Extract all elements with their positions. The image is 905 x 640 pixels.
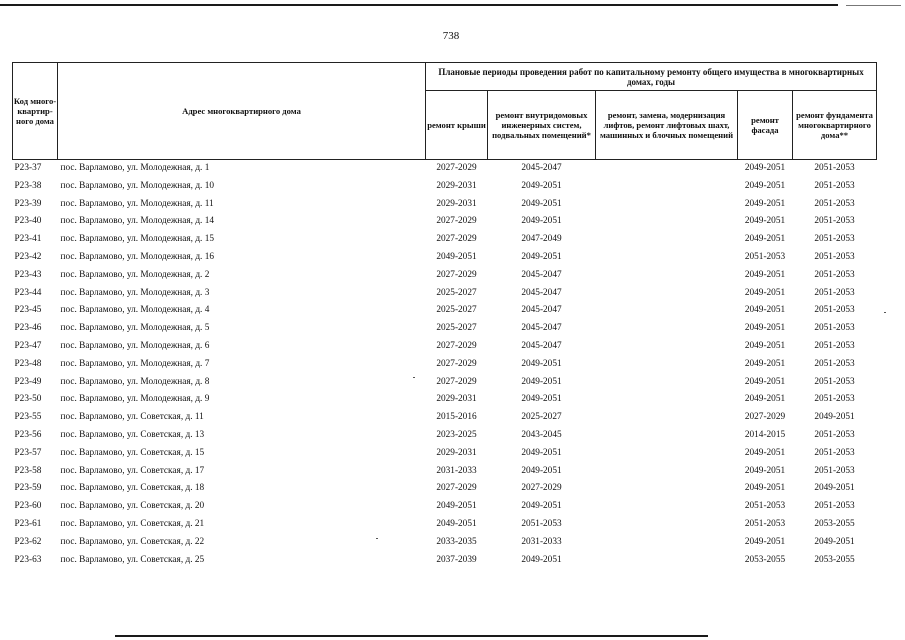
cell-address: пос. Варламово, ул. Молодежная, д. 5 (60, 323, 210, 334)
cell-foundation: 2051-2053 (814, 216, 855, 227)
cell-elevators (596, 213, 738, 231)
table-row (13, 320, 877, 338)
cell-facade: 2049-2051 (744, 198, 786, 209)
cell-elevators (596, 267, 738, 285)
cell-foundation: 2051-2053 (814, 305, 855, 316)
cell-engineering: 2027-2029 (521, 483, 562, 494)
cell-facade: 2049-2051 (744, 180, 786, 191)
cell-facade: 2053-2055 (744, 554, 786, 565)
cell-roof: 2025-2027 (436, 323, 477, 334)
header-row-group (13, 63, 877, 91)
header-foundation: ремонт фундамента многоквартирного дома** (793, 91, 877, 160)
cell-facade: 2049-2051 (744, 465, 786, 476)
cell-roof: 2029-2031 (436, 198, 477, 209)
cell-facade: 2049-2051 (744, 483, 786, 494)
cell-foundation: 2049-2051 (814, 536, 855, 547)
cell-facade: 2027-2029 (744, 412, 786, 423)
cell-address: пос. Варламово, ул. Советская, д. 15 (60, 447, 205, 458)
cell-foundation: 2051-2053 (814, 269, 855, 280)
cell-address: пос. Варламово, ул. Советская, д. 20 (60, 501, 205, 512)
cell-foundation: 2051-2053 (814, 376, 855, 387)
cell-code: Р23-62 (14, 536, 42, 547)
cell-engineering: 2045-2047 (521, 340, 562, 351)
cell-code: Р23-42 (14, 251, 42, 262)
cell-elevators (596, 374, 738, 392)
cell-code: Р23-43 (14, 269, 42, 280)
cell-roof: 2033-2035 (436, 536, 477, 547)
cell-roof: 2015-2016 (436, 412, 477, 423)
page-number: 738 (442, 30, 460, 42)
cell-address: пос. Варламово, ул. Молодежная, д. 14 (60, 216, 214, 227)
cell-foundation: 2051-2053 (814, 465, 855, 476)
cell-code: Р23-37 (14, 163, 42, 173)
cell-roof: 2027-2029 (436, 358, 477, 369)
header-facade: ремонт фасада (738, 91, 793, 160)
cell-elevators (596, 196, 738, 214)
cell-roof: 2027-2029 (436, 340, 477, 351)
cell-elevators (596, 552, 738, 570)
cell-roof: 2029-2031 (436, 180, 477, 191)
cell-address: пос. Варламово, ул. Советская, д. 21 (60, 518, 205, 529)
cell-facade: 2049-2051 (744, 234, 786, 245)
cell-facade: 2049-2051 (744, 216, 786, 227)
table-row (13, 516, 877, 534)
cell-engineering: 2049-2051 (521, 394, 562, 405)
cell-engineering: 2045-2047 (521, 305, 562, 316)
cell-facade: 2049-2051 (744, 340, 786, 351)
cell-address: пос. Варламово, ул. Молодежная, д. 3 (60, 287, 210, 298)
bottom-rule (115, 635, 708, 637)
cell-code: Р23-39 (14, 198, 42, 209)
top-rule-right (846, 5, 901, 6)
cell-elevators (596, 391, 738, 409)
cell-elevators (596, 409, 738, 427)
table-row (13, 374, 877, 392)
cell-roof: 2049-2051 (436, 501, 477, 512)
cell-foundation: 2049-2051 (814, 483, 855, 494)
cell-foundation: 2051-2053 (814, 251, 855, 262)
cell-elevators (596, 160, 738, 178)
table-row (13, 463, 877, 481)
cell-foundation: 2051-2053 (814, 180, 855, 191)
cell-code: Р23-38 (14, 180, 42, 191)
table-row (13, 213, 877, 231)
cell-code: Р23-41 (14, 234, 42, 245)
table-row (13, 196, 877, 214)
cell-elevators (596, 320, 738, 338)
cell-code: Р23-47 (14, 340, 42, 351)
cell-facade: 2051-2053 (744, 251, 786, 262)
cell-foundation: 2051-2053 (814, 323, 855, 334)
cell-facade: 2049-2051 (744, 305, 786, 316)
cell-elevators (596, 498, 738, 516)
header-roof: ремонт крыши (426, 91, 488, 160)
cell-code: Р23-58 (14, 465, 42, 476)
header-code: Код много-квартир-ного дома (13, 63, 58, 160)
cell-facade: 2049-2051 (744, 447, 786, 458)
cell-address: пос. Варламово, ул. Молодежная, д. 10 (60, 180, 214, 191)
cell-roof: 2037-2039 (436, 554, 477, 565)
cell-code: Р23-48 (14, 358, 42, 369)
cell-elevators (596, 178, 738, 196)
top-rule (0, 4, 838, 6)
cell-code: Р23-56 (14, 429, 42, 440)
table-row (13, 391, 877, 409)
cell-code: Р23-57 (14, 447, 42, 458)
header-elevators: ремонт, замена, модернизация лифтов, ремонт лифтовых шахт, машинных и блочных помещений (596, 91, 738, 160)
cell-address: пос. Варламово, ул. Молодежная, д. 15 (60, 234, 214, 245)
cell-foundation: 2049-2051 (814, 412, 855, 423)
cell-elevators (596, 356, 738, 374)
cell-engineering: 2049-2051 (521, 447, 562, 458)
cell-engineering: 2031-2033 (521, 536, 562, 547)
cell-foundation: 2051-2053 (814, 340, 855, 351)
cell-address: пос. Варламово, ул. Советская, д. 13 (60, 429, 205, 440)
cell-engineering: 2045-2047 (521, 323, 562, 334)
cell-engineering: 2045-2047 (521, 287, 562, 298)
cell-foundation: 2051-2053 (814, 358, 855, 369)
cell-facade: 2051-2053 (744, 501, 786, 512)
cell-engineering: 2049-2051 (521, 251, 562, 262)
cell-engineering: 2049-2051 (521, 180, 562, 191)
cell-code: Р23-44 (14, 287, 42, 298)
cell-engineering: 2049-2051 (521, 358, 562, 369)
table-header (13, 63, 877, 160)
cell-foundation: 2051-2053 (814, 394, 855, 405)
table-row (13, 480, 877, 498)
cell-engineering: 2049-2051 (521, 216, 562, 227)
cell-roof: 2023-2025 (436, 429, 477, 440)
table-row (13, 231, 877, 249)
table-row (13, 498, 877, 516)
cell-elevators (596, 338, 738, 356)
cell-code: Р23-49 (14, 376, 42, 387)
cell-address: пос. Варламово, ул. Советская, д. 22 (60, 536, 205, 547)
cell-elevators (596, 445, 738, 463)
cell-code: Р23-50 (14, 394, 42, 405)
table-row (13, 445, 877, 463)
cell-address: пос. Варламово, ул. Молодежная, д. 7 (60, 358, 210, 369)
cell-roof: 2027-2029 (436, 163, 477, 173)
cell-engineering: 2043-2045 (521, 429, 562, 440)
table-row (13, 302, 877, 320)
cell-engineering: 2049-2051 (521, 501, 562, 512)
table-row (13, 267, 877, 285)
table-row (13, 427, 877, 445)
cell-foundation: 2051-2053 (814, 429, 855, 440)
cell-code: Р23-40 (14, 216, 42, 227)
cell-elevators (596, 249, 738, 267)
cell-roof: 2029-2031 (436, 447, 477, 458)
cell-roof: 2031-2033 (436, 465, 477, 476)
cell-foundation: 2053-2055 (814, 518, 855, 529)
cell-roof: 2027-2029 (436, 269, 477, 280)
cell-address: пос. Варламово, ул. Молодежная, д. 6 (60, 340, 210, 351)
cell-facade: 2049-2051 (744, 163, 786, 173)
cell-roof: 2025-2027 (436, 287, 477, 298)
cell-roof: 2027-2029 (436, 376, 477, 387)
cell-facade: 2049-2051 (744, 323, 786, 334)
cell-address: пос. Варламово, ул. Молодежная, д. 11 (60, 198, 214, 209)
cell-foundation: 2051-2053 (814, 501, 855, 512)
cell-facade: 2049-2051 (744, 358, 786, 369)
cell-elevators (596, 480, 738, 498)
table-row (13, 249, 877, 267)
cell-code: Р23-60 (14, 501, 42, 512)
cell-address: пос. Варламово, ул. Советская, д. 25 (60, 554, 205, 565)
cell-engineering: 2025-2027 (521, 412, 562, 423)
cell-facade: 2049-2051 (744, 394, 786, 405)
cell-roof: 2049-2051 (436, 251, 477, 262)
cell-facade: 2049-2051 (744, 536, 786, 547)
cell-roof: 2027-2029 (436, 216, 477, 227)
cell-address: пос. Варламово, ул. Молодежная, д. 4 (60, 305, 210, 316)
cell-code: Р23-63 (14, 554, 42, 565)
cell-roof: 2049-2051 (436, 518, 477, 529)
cell-code: Р23-55 (14, 412, 42, 423)
cell-address: пос. Варламово, ул. Советская, д. 18 (60, 483, 205, 494)
cell-foundation: 2051-2053 (814, 198, 855, 209)
cell-elevators (596, 463, 738, 481)
cell-engineering: 2047-2049 (521, 234, 562, 245)
header-periods-group: Плановые периоды проведения работ по капитальному ремонту общего имущества в многоквартирных домах, годы (426, 63, 877, 91)
table-row (13, 356, 877, 374)
cell-foundation: 2051-2053 (814, 287, 855, 298)
cell-foundation: 2053-2055 (814, 554, 855, 565)
cell-address: пос. Варламово, ул. Молодежная, д. 8 (60, 376, 210, 387)
table-row (13, 534, 877, 552)
table-row (13, 338, 877, 356)
table-row (13, 178, 877, 196)
scan-speck (413, 377, 415, 378)
scan-speck (376, 538, 378, 539)
cell-roof: 2029-2031 (436, 394, 477, 405)
cell-elevators (596, 516, 738, 534)
cell-code: Р23-59 (14, 483, 42, 494)
cell-elevators (596, 427, 738, 445)
cell-facade: 2051-2053 (744, 518, 786, 529)
cell-engineering: 2045-2047 (521, 163, 562, 173)
cell-facade: 2014-2015 (744, 429, 786, 440)
cell-foundation: 2051-2053 (814, 447, 855, 458)
header-engineering: ремонт внутридомовых инженерных систем, подвальных помещений* (488, 91, 596, 160)
cell-engineering: 2049-2051 (521, 465, 562, 476)
table-body (13, 160, 877, 570)
cell-code: Р23-46 (14, 323, 42, 334)
cell-engineering: 2051-2053 (521, 518, 562, 529)
cell-roof: 2027-2029 (436, 234, 477, 245)
table-row (13, 409, 877, 427)
cell-foundation: 2051-2053 (814, 163, 855, 173)
repair-schedule-table (12, 62, 877, 569)
cell-facade: 2049-2051 (744, 287, 786, 298)
header-address: Адрес многоквартирного дома (58, 63, 426, 160)
cell-roof: 2027-2029 (436, 483, 477, 494)
cell-foundation: 2051-2053 (814, 234, 855, 245)
cell-engineering: 2049-2051 (521, 554, 562, 565)
cell-engineering: 2049-2051 (521, 376, 562, 387)
table-row (13, 552, 877, 570)
cell-elevators (596, 231, 738, 249)
cell-facade: 2049-2051 (744, 376, 786, 387)
cell-address: пос. Варламово, ул. Молодежная, д. 16 (60, 251, 214, 262)
cell-address: пос. Варламово, ул. Молодежная, д. 1 (60, 163, 210, 173)
cell-elevators (596, 534, 738, 552)
table-row (13, 285, 877, 303)
cell-elevators (596, 285, 738, 303)
cell-code: Р23-45 (14, 305, 42, 316)
scan-speck (884, 312, 886, 313)
cell-address: пос. Варламово, ул. Молодежная, д. 2 (60, 269, 210, 280)
cell-engineering: 2045-2047 (521, 269, 562, 280)
cell-roof: 2025-2027 (436, 305, 477, 316)
table-row (13, 160, 877, 178)
cell-address: пос. Варламово, ул. Молодежная, д. 9 (60, 394, 210, 405)
cell-elevators (596, 302, 738, 320)
cell-facade: 2049-2051 (744, 269, 786, 280)
cell-address: пос. Варламово, ул. Советская, д. 11 (60, 412, 204, 423)
cell-address: пос. Варламово, ул. Советская, д. 17 (60, 465, 205, 476)
cell-code: Р23-61 (14, 518, 42, 529)
cell-engineering: 2049-2051 (521, 198, 562, 209)
